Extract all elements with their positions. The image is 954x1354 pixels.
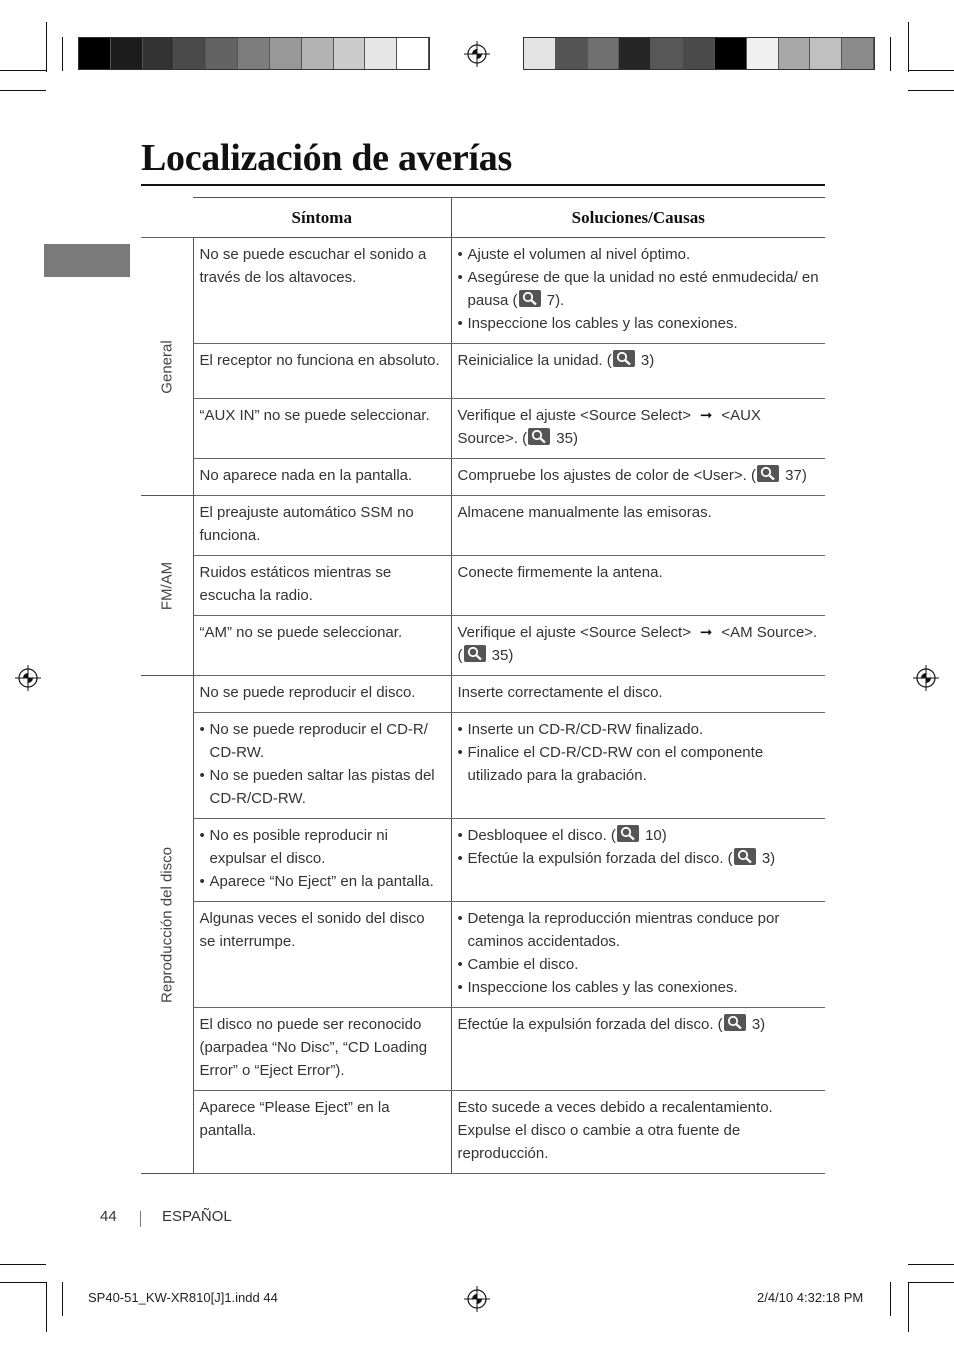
cell-text: Almacene manualmente las emisoras. (457, 504, 712, 521)
color-swatch (810, 38, 842, 69)
symptom-cell (193, 616, 451, 676)
solution-cell (451, 238, 825, 344)
color-swatch (779, 38, 811, 69)
cell-text: Ruidos estáticos mientras se escucha la radio. (199, 564, 392, 604)
page-reference-number: 10 (645, 827, 662, 844)
cell-text: Finalice el CD-R/CD-RW con el componente utilizado para la grabación. (467, 744, 764, 784)
color-swatch (238, 38, 270, 69)
color-swatch-strip-right (523, 37, 875, 70)
page-reference-icon (519, 290, 541, 307)
page-reference-number: 35 (556, 430, 573, 447)
cell-text: ) (801, 467, 807, 484)
table-row (141, 1091, 825, 1174)
cell-text: Inserte correctamente el disco. (457, 684, 663, 701)
page-reference-number: 3 (640, 352, 650, 369)
cell-text: Verifique el ajuste <Source Select> (457, 407, 691, 424)
cell-text: No se pueden saltar las pistas del CD-R/CD-RW. (209, 767, 435, 807)
bullet-list (458, 718, 820, 787)
category-label: FM/AM (158, 561, 176, 610)
cell-paragraph (200, 501, 445, 547)
category-cell (141, 676, 193, 1174)
cell-text: Algunas veces el sonido del disco se interrumpe. (199, 910, 425, 950)
symptom-cell (193, 902, 451, 1008)
page-reference-icon (734, 848, 756, 865)
page-reference-number: 7 (546, 292, 556, 309)
table-row (141, 819, 825, 902)
cell-text: No se puede reproducir el disco. (199, 684, 416, 701)
bullet-list (200, 718, 445, 810)
page-reference-icon (528, 428, 550, 445)
title-rule (141, 184, 825, 186)
bullet-item (200, 824, 445, 870)
cell-paragraph (458, 1013, 820, 1036)
cell-text: Cambie el disco. (467, 956, 579, 973)
crop-mark (890, 1282, 891, 1316)
language-section-tab (44, 244, 130, 277)
page-reference-number: 3 (751, 1016, 761, 1033)
troubleshooting-table (141, 197, 825, 1174)
cell-text: <AUX Source>. ( (457, 407, 761, 447)
cell-paragraph (200, 404, 445, 427)
cell-text: Reinicialice la unidad. ( (457, 352, 612, 369)
color-swatch (651, 38, 683, 69)
cell-text: No se puede escuchar el sonido a través de los altavoces. (199, 246, 427, 286)
color-swatch (206, 38, 238, 69)
solution-cell (451, 819, 825, 902)
cell-paragraph (200, 681, 445, 704)
table-row (141, 344, 825, 399)
color-swatch (524, 38, 556, 69)
page-title: Localización de averías (141, 137, 512, 179)
solution-cell (451, 344, 825, 399)
table-row (141, 496, 825, 556)
symptom-cell (193, 496, 451, 556)
page-reference-icon (724, 1014, 746, 1031)
registration-mark-icon (464, 41, 490, 67)
cell-paragraph (458, 1096, 820, 1165)
cell-text: <AM Source>. ( (457, 624, 818, 664)
cell-text: ) (508, 647, 514, 664)
cell-paragraph (200, 1096, 445, 1142)
cell-text: “AUX IN” no se puede seleccionar. (199, 407, 430, 424)
crop-mark (908, 22, 909, 72)
bullet-list (458, 824, 820, 870)
cell-paragraph (458, 464, 820, 487)
page-reference-icon (464, 645, 486, 662)
crop-mark (62, 37, 63, 71)
symptom-cell (193, 713, 451, 819)
cell-text: No es posible reproducir ni expulsar el disco. (209, 827, 388, 867)
cell-paragraph (458, 621, 820, 667)
crop-mark (0, 1282, 46, 1283)
cell-text: Detenga la reproducción mientras conduce por caminos accidentados. (467, 910, 780, 950)
cell-text: No aparece nada en la pantalla. (199, 467, 413, 484)
cell-text: ) (649, 352, 655, 369)
crop-mark (46, 22, 47, 72)
solution-cell (451, 459, 825, 496)
cell-text: Efectúe la expulsión forzada del disco. ( (457, 1016, 723, 1033)
crop-mark (890, 37, 891, 71)
table-row (141, 238, 825, 344)
cell-text: Desbloquee el disco. ( (467, 827, 616, 844)
color-swatch-strip-left (78, 37, 430, 70)
color-swatch (747, 38, 779, 69)
table-row (141, 556, 825, 616)
page-reference-icon (757, 465, 779, 482)
cell-text: No se puede reproducir el CD-R/ CD-RW. (209, 721, 428, 761)
cell-paragraph (200, 464, 445, 487)
cell-text: El receptor no funciona en absoluto. (199, 352, 440, 369)
solution-cell (451, 556, 825, 616)
cell-text: Aparece “No Eject” en la pantalla. (209, 873, 434, 890)
category-cell (141, 238, 193, 496)
cell-text: “AM” no se puede seleccionar. (199, 624, 403, 641)
solution-cell (451, 902, 825, 1008)
cell-text: El preajuste automático SSM no funciona. (199, 504, 414, 544)
cell-text: ) (572, 430, 578, 447)
color-swatch (556, 38, 588, 69)
cell-text: Inspeccione los cables y las conexiones. (467, 979, 738, 996)
crop-mark (908, 90, 954, 91)
cell-text: Conecte firmemente la antena. (457, 564, 663, 581)
color-swatch (334, 38, 366, 69)
solution-cell (451, 713, 825, 819)
bullet-item (458, 718, 820, 741)
crop-mark (908, 70, 954, 71)
table-row (141, 676, 825, 713)
page-reference-number: 3 (761, 850, 771, 867)
cell-paragraph (458, 349, 820, 372)
solution-cell (451, 496, 825, 556)
bullet-item (200, 764, 445, 810)
cell-text: Inserte un CD-R/CD-RW finalizado. (467, 721, 704, 738)
cell-text: Inspeccione los cables y las conexiones. (467, 315, 738, 332)
symptom-cell (193, 819, 451, 902)
category-label: General (158, 339, 176, 394)
page-reference-icon (613, 350, 635, 367)
cell-text: ) (760, 1016, 766, 1033)
crop-mark (0, 70, 46, 71)
crop-mark (908, 1264, 954, 1265)
bullet-item (200, 718, 445, 764)
bullet-item (458, 266, 820, 312)
registration-mark-icon (913, 665, 939, 691)
page-number: 44 (100, 1208, 117, 1225)
color-swatch (111, 38, 143, 69)
arrow-right-icon: ➞ (699, 407, 713, 424)
bullet-item (458, 312, 820, 335)
cell-text: Esto sucede a veces debido a recalentamiento. Expulse el disco o cambie a otra fuente de reproducción. (457, 1099, 773, 1162)
cell-paragraph (200, 621, 445, 644)
cell-text: El disco no puede ser reconocido (parpadea “No Disc”, “CD Loading Error” o “Eject Error”). (199, 1016, 428, 1079)
registration-mark-icon (15, 665, 41, 691)
header-blank-cell (141, 198, 193, 238)
cell-text: Ajuste el volumen al nivel óptimo. (467, 246, 691, 263)
crop-mark (62, 1282, 63, 1316)
bullet-item (458, 847, 820, 870)
color-swatch (619, 38, 651, 69)
print-slug-file: SP40-51_KW-XR810[J]1.indd 44 (88, 1290, 278, 1305)
table-row (141, 459, 825, 496)
crop-mark (46, 1282, 47, 1332)
crop-mark (0, 1264, 46, 1265)
cell-paragraph (200, 561, 445, 607)
color-swatch (842, 38, 874, 69)
symptom-cell (193, 556, 451, 616)
crop-mark (0, 90, 46, 91)
table-row (141, 1008, 825, 1091)
cell-paragraph (200, 349, 445, 372)
header-solutions: Soluciones/Causas (451, 198, 825, 238)
solution-cell (451, 1008, 825, 1091)
symptom-cell (193, 1091, 451, 1174)
crop-mark (908, 1282, 954, 1283)
cell-paragraph (458, 561, 820, 584)
cell-paragraph (458, 501, 820, 524)
bullet-item (458, 976, 820, 999)
bullet-item (458, 824, 820, 847)
bullet-list (458, 907, 820, 999)
color-swatch (715, 38, 747, 69)
page-reference-number: 37 (785, 467, 802, 484)
symptom-cell (193, 238, 451, 344)
bullet-item (458, 243, 820, 266)
cell-text: ) (661, 827, 667, 844)
cell-paragraph (458, 404, 820, 450)
symptom-cell (193, 399, 451, 459)
cell-text: Efectúe la expulsión forzada del disco. ( (467, 850, 733, 867)
color-swatch (79, 38, 111, 69)
header-symptom: Síntoma (193, 198, 451, 238)
table-header-row (141, 198, 825, 238)
arrow-right-icon: ➞ (699, 624, 713, 641)
color-swatch (270, 38, 302, 69)
cell-paragraph (200, 243, 445, 289)
color-swatch (683, 38, 715, 69)
cell-text: ) (770, 850, 776, 867)
cell-paragraph (458, 681, 820, 704)
bullet-list (458, 243, 820, 335)
color-swatch (143, 38, 175, 69)
solution-cell (451, 676, 825, 713)
color-swatch (302, 38, 334, 69)
footer-language: ESPAÑOL (162, 1208, 232, 1225)
cell-text: Asegúrese de que la unidad no esté enmudecida/ en pausa ( (467, 269, 819, 309)
bullet-item (458, 907, 820, 953)
cell-text: Verifique el ajuste <Source Select> (457, 624, 691, 641)
bullet-list (200, 824, 445, 893)
cell-paragraph (200, 1013, 445, 1082)
print-slug-date: 2/4/10 4:32:18 PM (757, 1290, 864, 1305)
table-row (141, 616, 825, 676)
page-reference-icon (617, 825, 639, 842)
footer-separator (140, 1211, 141, 1227)
bullet-item (458, 953, 820, 976)
solution-cell (451, 616, 825, 676)
color-swatch (174, 38, 206, 69)
color-swatch (397, 38, 429, 69)
category-cell (141, 496, 193, 676)
crop-mark (908, 1282, 909, 1332)
page-reference-number: 35 (491, 647, 509, 664)
table-body (141, 238, 825, 1174)
table-row (141, 902, 825, 1008)
color-swatch (365, 38, 397, 69)
table-row (141, 399, 825, 459)
symptom-cell (193, 1008, 451, 1091)
cell-text: Compruebe los ajustes de color de <User>. ( (457, 467, 756, 484)
bullet-item (458, 741, 820, 787)
cell-paragraph (200, 907, 445, 953)
symptom-cell (193, 459, 451, 496)
cell-text: Aparece “Please Eject” en la pantalla. (199, 1099, 390, 1139)
category-label: Reproducción del disco (158, 846, 176, 1003)
bullet-item (200, 870, 445, 893)
table-row (141, 713, 825, 819)
cell-text: ). (555, 292, 565, 309)
color-swatch (588, 38, 620, 69)
registration-mark-icon (464, 1286, 490, 1312)
solution-cell (451, 1091, 825, 1174)
solution-cell (451, 399, 825, 459)
symptom-cell (193, 344, 451, 399)
symptom-cell (193, 676, 451, 713)
